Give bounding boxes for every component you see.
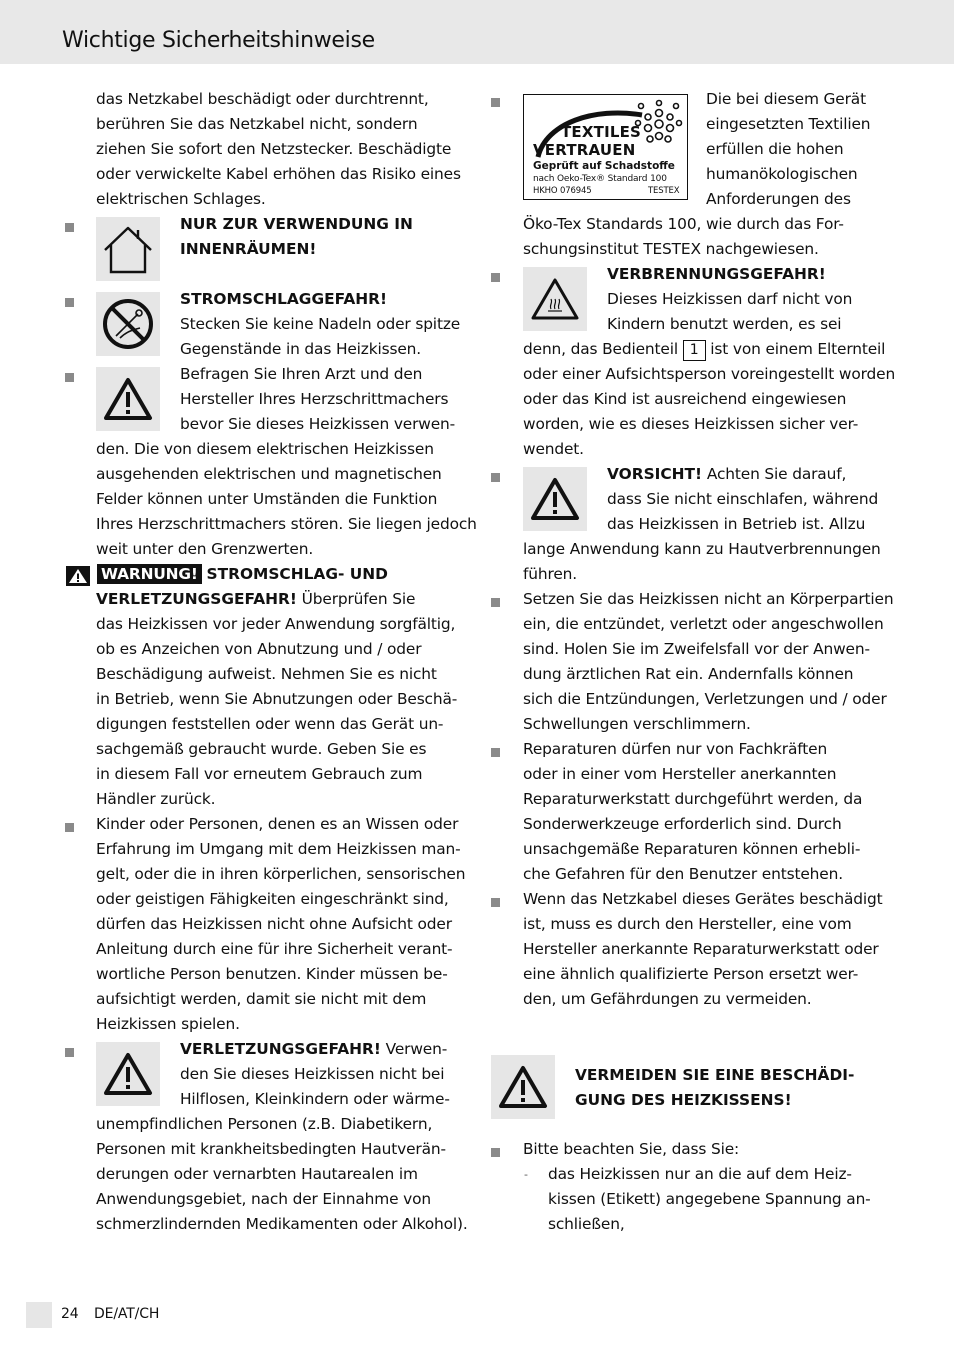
text-line: Dieses Heizkissen darf nicht von — [607, 290, 853, 308]
text-line: Hersteller Ihres Herzschrittmachers — [180, 390, 449, 408]
hot-surface-icon — [523, 267, 587, 331]
bullet-square — [65, 373, 74, 382]
indoor-heading: INNENRÄUMEN! — [180, 240, 317, 258]
text-line: Felder können unter Umständen die Funktion — [96, 490, 438, 508]
text-line: oder geistigen Fähigkeiten eingeschränkt sind, — [96, 890, 449, 908]
text-line: Schwellungen verschlimmern. — [523, 715, 751, 733]
bullet-square — [65, 223, 74, 232]
text-line: lange Anwendung kann zu Hautverbrennungen — [523, 540, 881, 558]
text-line: derungen oder vernarbten Hautarealen im — [96, 1165, 418, 1183]
text-line: Hilflosen, Kleinkindern oder wärme- — [180, 1090, 450, 1108]
text-line: Stecken Sie keine Nadeln oder spitze — [180, 315, 461, 333]
warning-title: VERLETZUNGSGEFAHR! — [96, 590, 297, 608]
text-line: das Netzkabel beschädigt oder durchtrennt, — [96, 90, 429, 108]
text-line: ziehen Sie sofort den Netzstecker. Beschädigte — [96, 140, 452, 158]
indoor-heading: NUR ZUR VERWENDUNG IN — [180, 215, 413, 233]
bullet-square — [65, 298, 74, 307]
text-line: dürfen das Heizkissen nicht ohne Aufsicht oder — [96, 915, 452, 933]
text-span: Achten Sie darauf, — [706, 465, 847, 483]
text-line: das Heizkissen in Betrieb ist. Allzu — [607, 515, 866, 533]
text-line: che Gefahren für den Benutzer entstehen. — [523, 865, 843, 883]
text-line: ob es Anzeichen von Abnutzung und / oder — [96, 640, 422, 658]
page-header — [0, 0, 954, 64]
text-line: erfüllen die hohen — [706, 140, 844, 158]
text-line: Reparaturen dürfen nur von Fachkräften — [523, 740, 828, 758]
logo-text: HKHO 076945 — [533, 186, 592, 196]
warning-triangle-icon — [491, 1055, 555, 1119]
text-line: oder verwickelte Kabel erhöhen das Risiko eines — [96, 165, 461, 183]
text-line: Hersteller anerkannte Reparaturwerkstatt oder — [523, 940, 879, 958]
text-span: ist von einem Elternteil — [710, 340, 886, 358]
text-line: elektrischen Schlages. — [96, 190, 266, 208]
text-line: Reparaturwerkstatt durchgeführt werden, da — [523, 790, 863, 808]
text-line: Ihres Herzschrittmachers stören. Sie liegen jedoch — [96, 515, 477, 533]
text-line: Beschädigung aufweist. Nehmen Sie es nicht — [96, 665, 437, 683]
injury-line — [180, 1037, 447, 1062]
logo-text: TEXTILES — [561, 123, 642, 141]
text-line: oder das Kind ist ausreichend eingewiesen — [523, 390, 847, 408]
text-span: Überprüfen Sie — [301, 590, 416, 608]
footer-marker — [26, 1302, 52, 1328]
caution-heading: VORSICHT! — [607, 465, 703, 483]
page-number: 24 — [61, 1306, 79, 1322]
text-line: Bitte beachten Sie, dass Sie: — [523, 1140, 740, 1158]
text-line: unsachgemäße Reparaturen können erhebli- — [523, 840, 861, 858]
text-line: in diesem Fall vor erneutem Gebrauch zum — [96, 765, 423, 783]
warning-triangle-icon — [96, 1042, 160, 1106]
warning-badge: WARNUNG! — [97, 564, 202, 584]
text-line: ausgehenden elektrischen und magnetischen — [96, 465, 442, 483]
logo-text: VERTRAUEN — [533, 141, 636, 159]
text-line: in Betrieb, wenn Sie Abnutzungen oder Beschä- — [96, 690, 458, 708]
shock-heading: STROMSCHLAGGEFAHR! — [180, 290, 387, 308]
text-line: Öko-Tex Standards 100, wie durch das For- — [523, 215, 844, 233]
text-line: führen. — [523, 565, 577, 583]
warning-title: STROMSCHLAG- UND — [206, 565, 388, 583]
damage-heading: GUNG DES HEIZKISSENS! — [575, 1091, 792, 1109]
text-line: berühren Sie das Netzkabel nicht, sondern — [96, 115, 418, 133]
text-line: schließen, — [548, 1215, 625, 1233]
text-line: schmerzlindernden Medikamenten oder Alkohol). — [96, 1215, 468, 1233]
bullet-square — [491, 1148, 500, 1157]
text-line: dung ärztlichen Rat ein. Andernfalls können — [523, 665, 854, 683]
text-line: wendet. — [523, 440, 584, 458]
text-line: digungen feststellen oder wenn das Gerät un- — [96, 715, 444, 733]
text-line: Erfahrung im Umgang mit dem Heizkissen man- — [96, 840, 461, 858]
logo-text: nach Oeko-Tex® Standard 100 — [533, 174, 667, 184]
bullet-square — [491, 898, 500, 907]
text-span: denn, das Bedienteil — [523, 340, 678, 358]
text-line: Sonderwerkzeuge erforderlich sind. Durch — [523, 815, 842, 833]
bullet-square — [491, 98, 500, 107]
text-line: gelt, oder die in ihren körperlichen, sensorischen — [96, 865, 466, 883]
text-line: Anleitung durch eine für ihre Sicherheit verant- — [96, 940, 453, 958]
text-line: humanökologischen — [706, 165, 858, 183]
text-line: den, um Gefährdungen zu vermeiden. — [523, 990, 812, 1008]
logo-text: Geprüft auf Schadstoffe — [533, 160, 675, 172]
text-line: den Sie dieses Heizkissen nicht bei — [180, 1065, 445, 1083]
bullet-square — [65, 1048, 74, 1057]
text-line: Heizkissen spielen. — [96, 1015, 240, 1033]
bullet-square — [491, 748, 500, 757]
text-line: Anwendungsgebiet, nach der Einnahme von — [96, 1190, 431, 1208]
locale-label: DE/AT/CH — [94, 1306, 160, 1322]
text-line: den. Die von diesem elektrischen Heizkissen — [96, 440, 434, 458]
burn-key-line — [523, 337, 885, 362]
text-line: schungsinstitut TESTEX nachgewiesen. — [523, 240, 819, 258]
text-line: eine ähnlich qualifizierte Person ersetzt wer- — [523, 965, 859, 983]
house-icon — [96, 217, 160, 281]
text-line: sind. Holen Sie im Zweifelsfall vor der Anwen- — [523, 640, 870, 658]
text-line: Gegenstände in das Heizkissen. — [180, 340, 422, 358]
warning-triangle-icon — [96, 367, 160, 431]
warning-heading — [97, 562, 388, 587]
text-line: Setzen Sie das Heizkissen nicht an Körperpartien — [523, 590, 894, 608]
text-line: Händler zurück. — [96, 790, 216, 808]
text-line: das Heizkissen vor jeder Anwendung sorgfältig, — [96, 615, 456, 633]
text-line: bevor Sie dieses Heizkissen verwen- — [180, 415, 456, 433]
text-line: oder einer Aufsichtsperson voreingestellt worden — [523, 365, 896, 383]
damage-heading: VERMEIDEN SIE EINE BESCHÄDI- — [575, 1066, 855, 1084]
caution-line — [607, 462, 846, 487]
text-line: aufsichtigt werden, damit sie nicht mit dem — [96, 990, 427, 1008]
warning-triangle-icon — [66, 566, 90, 586]
logo-text: TESTEX — [648, 186, 680, 196]
text-line: Kindern benutzt werden, es sei — [607, 315, 842, 333]
text-line: sachgemäß gebraucht wurde. Geben Sie es — [96, 740, 427, 758]
oeko-tex-logo — [523, 94, 688, 200]
text-line: weit unter den Grenzwerten. — [96, 540, 314, 558]
text-line: das Heizkissen nur an die auf dem Heiz- — [548, 1165, 852, 1183]
text-line: Anforderungen des — [706, 190, 851, 208]
text-line: Befragen Sie Ihren Arzt und den — [180, 365, 423, 383]
text-line: dass Sie nicht einschlafen, während — [607, 490, 879, 508]
text-line: wortliche Person benutzen. Kinder müssen be- — [96, 965, 448, 983]
text-line: sich die Entzündungen, Verletzungen und / oder — [523, 690, 887, 708]
text-line: kissen (Etikett) angegebene Spannung an- — [548, 1190, 871, 1208]
text-line: worden, wie es dieses Heizkissen sicher ver- — [523, 415, 859, 433]
text-line: unempfindlichen Personen (z.B. Diabetikern, — [96, 1115, 433, 1133]
bullet-square — [65, 823, 74, 832]
no-needles-icon — [96, 292, 160, 356]
bullet-square — [491, 473, 500, 482]
text-line: eingesetzten Textilien — [706, 115, 871, 133]
control-unit-key: 1 — [683, 340, 706, 361]
bullet-square — [491, 598, 500, 607]
text-line: ein, die entzündet, verletzt oder angeschwollen — [523, 615, 884, 633]
sub-bullet: - — [524, 1168, 528, 1181]
text-line: Die bei diesem Gerät — [706, 90, 866, 108]
text-line: oder in einer vom Hersteller anerkannten — [523, 765, 837, 783]
warning-triangle-icon — [523, 467, 587, 531]
text-line: Wenn das Netzkabel dieses Gerätes beschädigt — [523, 890, 883, 908]
bullet-square — [491, 273, 500, 282]
injury-heading: VERLETZUNGSGEFAHR! — [180, 1040, 381, 1058]
text-line: Kinder oder Personen, denen es an Wissen oder — [96, 815, 459, 833]
text-line: ist, muss es durch den Hersteller, eine vom — [523, 915, 852, 933]
text-line: Personen mit krankheitsbedingten Hautverän- — [96, 1140, 446, 1158]
warning-line — [96, 587, 415, 612]
burn-heading: VERBRENNUNGSGEFAHR! — [607, 265, 826, 283]
text-span: Verwen- — [385, 1040, 448, 1058]
page-title: Wichtige Sicherheitshinweise — [62, 28, 375, 53]
